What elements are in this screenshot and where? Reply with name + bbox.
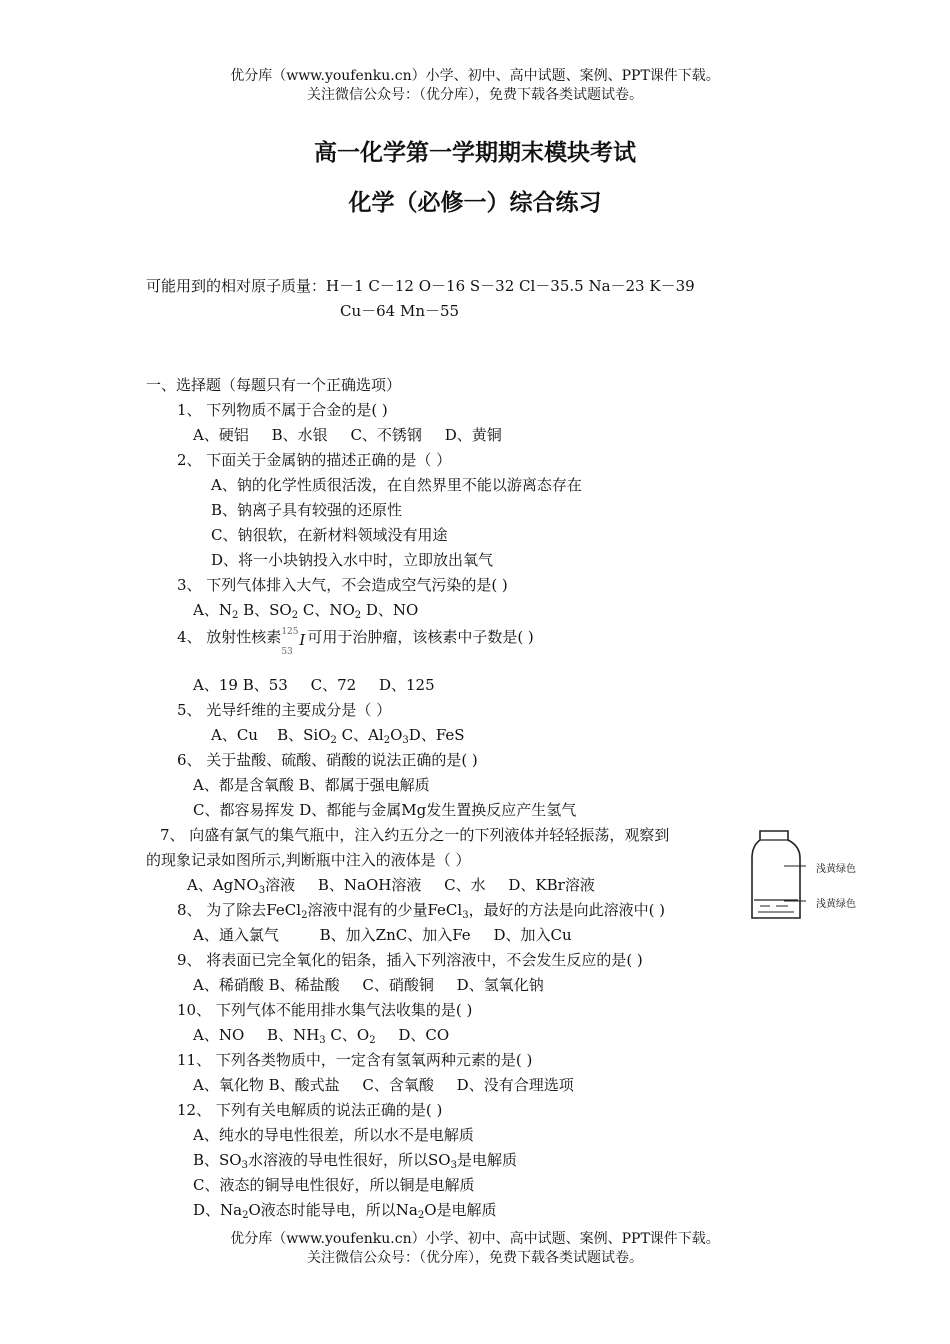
q6-options-ab: A、都是含氧酸 B、都属于强电解质 [193, 776, 430, 794]
nuclide-element: I [299, 631, 306, 649]
q12-sub-d2: 2 [417, 1210, 425, 1221]
q12-option-b-mid: 水溶液的导电性很好，所以SO [247, 1151, 451, 1169]
gas-jar-figure [748, 830, 808, 922]
page-header-line1: 优分库（www.youfenku.cn）小学、初中、高中试题、案例、PPT课件下载。 [230, 68, 720, 84]
q3-stem: 3、 下列气体排入大气，不会造成空气污染的是( ) [177, 576, 508, 594]
q8-sub-1: 2 [301, 910, 308, 921]
q12-stem: 12、 下列有关电解质的说法正确的是( ) [177, 1101, 443, 1119]
q4-option-d: D、125 [378, 676, 435, 694]
q9-options [193, 975, 544, 995]
q4-option-a: A、19 [193, 676, 238, 694]
q4-option-c: C、72 [310, 676, 357, 694]
q8-sub-2: 3 [462, 910, 469, 921]
section-heading: 一、选择题（每题只有一个正确选项） [146, 376, 402, 394]
q8-options [193, 925, 572, 945]
q7-option-a: A、AgNO [187, 876, 259, 894]
q10-option-d: D、CO [398, 1026, 450, 1044]
q4-stem-pre: 4、 放射性核素 [177, 628, 282, 646]
q12-option-b-post: 是电解质 [456, 1151, 517, 1169]
q8-option-d: D、加入Cu [493, 926, 572, 944]
q2-option-d: D、将一小块钠投入水中时，立即放出氧气 [211, 551, 494, 569]
q1-option-a: A、硬铝 [193, 426, 249, 444]
nuclide-mass: 125 [281, 627, 299, 637]
q8-option-a: A、通入氯气 [193, 926, 279, 944]
q8-stem-post: ，最好的方法是向此溶液中( ) [468, 901, 666, 919]
q4-options [193, 675, 435, 695]
nuclide-atomic-number: 53 [281, 647, 293, 657]
q12-option-d-mid: O液态时能导电，所以Na [248, 1201, 418, 1219]
q2-option-a: A、钠的化学性质很活泼，在自然界里不能以游离态存在 [211, 476, 582, 494]
q11-option-ab: A、氧化物 B、酸式盐 [193, 1076, 340, 1094]
q11-options [193, 1075, 574, 1095]
q1-option-d: D、黄铜 [444, 426, 502, 444]
q9-option-c: C、硝酸铜 [362, 976, 434, 994]
q3-sub-b: 2 [291, 610, 299, 621]
q5-option-d: D、FeS [408, 726, 465, 744]
q5-option-c: C、Al [336, 726, 384, 744]
q12-sub-b1: 3 [241, 1160, 248, 1171]
q5-sub-b: 2 [330, 735, 337, 746]
q5-option-b: B、SiO [277, 726, 331, 744]
q10-sub-c: 2 [369, 1035, 376, 1046]
q5-sub-c2: 3 [402, 735, 409, 746]
q12-option-d-pre: D、Na [193, 1201, 243, 1219]
q9-stem: 9、 将表面已完全氧化的铝条，插入下列溶液中，不会发生反应的是( ) [177, 951, 643, 969]
q7-option-d: D、KBr溶液 [508, 876, 595, 894]
q5-option-a: A、Cu [211, 726, 258, 744]
page-subtitle: 化学（必修一）综合练习 [348, 189, 602, 216]
q10-option-a: A、NO [193, 1026, 245, 1044]
q4-stem-post: 可用于治肿瘤，该核素中子数是( ) [307, 628, 534, 646]
q5-stem: 5、 光导纤维的主要成分是（ ） [177, 701, 392, 719]
q12-sub-d1: 2 [242, 1210, 249, 1221]
q10-options [193, 1025, 449, 1045]
q11-stem: 11、 下列各类物质中，一定含有氢氧两种元素的是( ) [177, 1051, 533, 1069]
q8-stem-mid: 溶液中混有的少量FeCl [307, 901, 463, 919]
q2-stem: 2、 下面关于金属钠的描述正确的是（ ） [177, 451, 452, 469]
q5-sub-c1: 2 [383, 735, 391, 746]
q7-option-c: C、水 [444, 876, 486, 894]
q5-options [211, 725, 465, 745]
q12-option-b [193, 1150, 517, 1170]
q10-stem: 10、 下列气体不能用排水集气法收集的是( ) [177, 1001, 473, 1019]
q3-option-b: B、SO [238, 601, 292, 619]
q3-sub-c: 2 [354, 610, 362, 621]
q2-option-b: B、钠离子具有较强的还原性 [211, 501, 403, 519]
q5-option-c-mid: O [390, 726, 403, 744]
gas-jar-outline [752, 831, 800, 918]
q9-option-d: D、氢氧化钠 [456, 976, 544, 994]
q7-option-a-post: 溶液 [265, 876, 296, 894]
atomic-masses-line1: 可能用到的相对原子质量：H－1 C－12 O－16 S－32 Cl－35.5 Na－23 K－39 [146, 277, 695, 295]
q3-option-c: C、NO [298, 601, 355, 619]
q12-option-c: C、液态的铜导电性很好，所以铜是电解质 [193, 1176, 475, 1194]
q12-option-b-pre: B、SO [193, 1151, 242, 1169]
q3-sub-a: 2 [231, 610, 239, 621]
q4-stem [177, 627, 534, 657]
q7-stem-line1: 7、 向盛有氯气的集气瓶中，注入约五分之一的下列液体并轻轻振荡，观察到 [160, 826, 670, 844]
q10-sub-b: 3 [319, 1035, 326, 1046]
q3-option-d: D、NO [361, 601, 419, 619]
q12-sub-b2: 3 [450, 1160, 457, 1171]
q10-option-b: B、NH [267, 1026, 320, 1044]
q8-stem [177, 900, 665, 920]
page-title: 高一化学第一学期期末模块考试 [314, 139, 636, 166]
gas-color-label: 浅黄绿色 [816, 864, 856, 875]
liquid-color-label: 浅黄绿色 [816, 899, 856, 910]
q8-stem-pre: 8、 为了除去FeCl [177, 901, 302, 919]
q3-options [193, 600, 418, 620]
q12-option-d [193, 1200, 497, 1220]
q7-option-b: B、NaOH溶液 [317, 876, 422, 894]
q11-option-c: C、含氧酸 [362, 1076, 434, 1094]
q11-option-d: D、没有合理选项 [456, 1076, 574, 1094]
q2-option-c: C、钠很软，在新材料领域没有用途 [211, 526, 448, 544]
q12-option-d-post: O是电解质 [424, 1201, 497, 1219]
q6-options-cd: C、都容易挥发 D、都能与金属Mg发生置换反应产生氢气 [193, 801, 577, 819]
q1-option-c: C、不锈钢 [350, 426, 422, 444]
q10-option-c: C、O [325, 1026, 370, 1044]
page-footer-line1: 优分库（www.youfenku.cn）小学、初中、高中试题、案例、PPT课件下载。 [230, 1231, 720, 1247]
q4-option-b: B、53 [242, 676, 288, 694]
q7-stem-line2: 的现象记录如图所示,判断瓶中注入的液体是（ ） [146, 851, 471, 869]
q9-option-ab: A、稀硝酸 B、稀盐酸 [193, 976, 340, 994]
q3-option-a: A、N [193, 601, 232, 619]
q1-stem: 1、 下列物质不属于合金的是( ) [177, 401, 388, 419]
q7-options [187, 875, 595, 895]
q8-option-bc: B、加入ZnC、加入Fe [319, 926, 471, 944]
atomic-masses-line2: Cu－64 Mn－55 [340, 302, 460, 320]
page-footer-line2: 关注微信公众号：（优分库），免费下载各类试题试卷。 [307, 1250, 643, 1266]
page-header-line2: 关注微信公众号：（优分库），免费下载各类试题试卷。 [307, 87, 643, 103]
q1-options [193, 425, 502, 445]
q6-stem: 6、 关于盐酸、硫酸、硝酸的说法正确的是( ) [177, 751, 478, 769]
nuclide-symbol [281, 627, 307, 657]
q1-option-b: B、水银 [271, 426, 328, 444]
q7-sub-a: 3 [258, 885, 266, 896]
q12-option-a: A、纯水的导电性很差，所以水不是电解质 [193, 1126, 474, 1144]
